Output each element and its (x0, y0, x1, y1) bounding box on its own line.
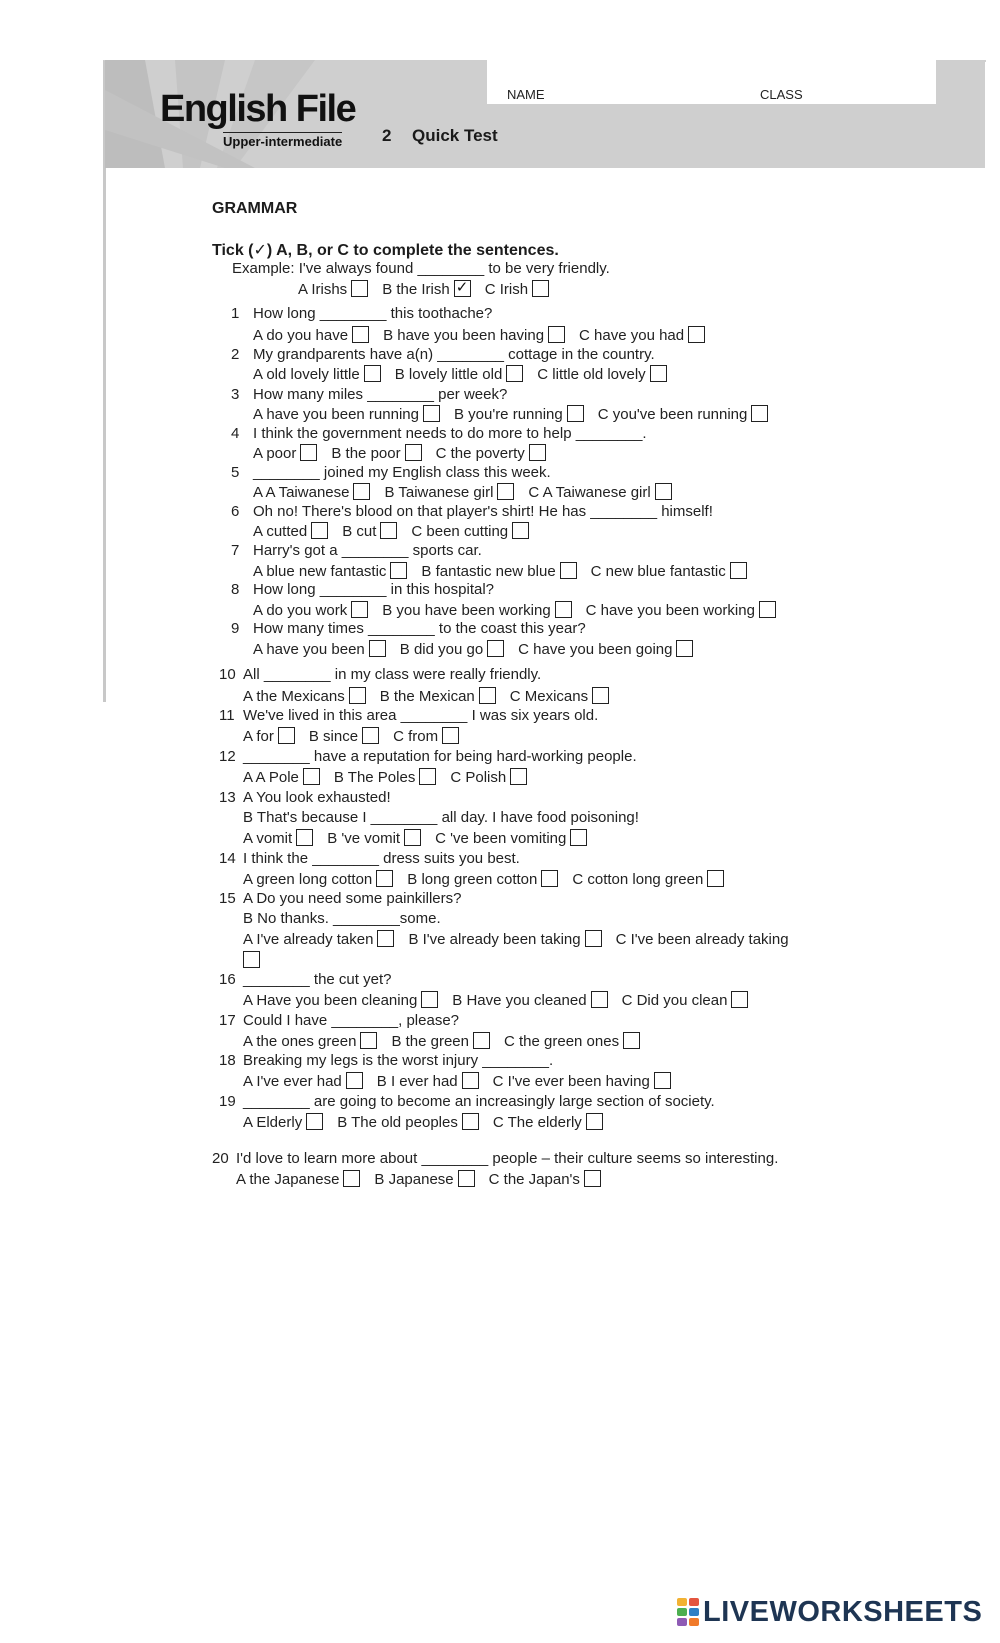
option-label: C new blue fantastic (590, 563, 726, 580)
question-line (231, 581, 494, 598)
option-label: C Polish (450, 769, 507, 786)
option-label: C you've been running (597, 406, 748, 423)
question-line (243, 809, 639, 826)
question-line (219, 707, 598, 724)
option-label: C Irish (484, 281, 529, 298)
answer-option (253, 483, 370, 501)
answer-option (243, 870, 393, 888)
question-line (243, 829, 601, 847)
answer-option (253, 405, 440, 423)
question-text: I think the government needs to do more to help ________. (253, 425, 647, 442)
option-label: B since (308, 728, 359, 745)
option-label: B Have you cleaned (452, 992, 587, 1009)
instruction: Tick (✓) A, B, or C to complete the sentences. (212, 242, 559, 259)
answer-option (493, 1072, 671, 1090)
option-label: A the Japanese (236, 1171, 340, 1188)
question-line (232, 260, 610, 277)
answer-checkbox[interactable] (243, 951, 260, 968)
question-line (243, 1072, 685, 1090)
answer-option (622, 991, 749, 1009)
answer-checkbox[interactable] (506, 365, 523, 382)
question-line (219, 1052, 553, 1069)
option-label: A the Mexicans (243, 688, 345, 705)
option-label: A A Pole (243, 769, 299, 786)
option-label: A blue new fantastic (253, 563, 387, 580)
option-label: A Irishs (298, 281, 348, 298)
question-number: 3 (231, 386, 240, 403)
question-number: 16 (219, 971, 236, 988)
option-label: C A Taiwanese girl (528, 484, 651, 501)
option-label: C have you been going (518, 641, 673, 658)
question-number: 14 (219, 850, 236, 867)
option-label: C been cutting (411, 523, 509, 540)
question-line (243, 910, 441, 927)
answer-option (327, 829, 421, 847)
answer-checkbox[interactable] (730, 562, 747, 579)
question-text: All ________ in my class were really friendly. (243, 666, 542, 683)
class-label: CLASS (760, 87, 803, 102)
option-label: A the ones green (243, 1033, 357, 1050)
question-line (298, 280, 563, 298)
answer-option (411, 522, 529, 540)
option-label: B the Irish (382, 281, 450, 298)
question-number: 19 (219, 1093, 236, 1110)
question-line (243, 1113, 617, 1131)
question-line (253, 640, 707, 658)
question-line (219, 850, 520, 867)
answer-checkbox[interactable] (759, 601, 776, 618)
answer-option (342, 522, 397, 540)
option-label: B The Poles (333, 769, 416, 786)
question-text: B That's because I ________ all day. I have food poisoning! (243, 809, 639, 826)
question-line (253, 522, 543, 540)
answer-checkbox[interactable] (349, 687, 366, 704)
answer-checkbox[interactable] (353, 483, 370, 500)
option-label: C have you had (579, 327, 685, 344)
option-label: A do you have (253, 327, 349, 344)
option-label: A old lovely little (253, 366, 360, 383)
answer-option (528, 483, 671, 501)
question-number: 18 (219, 1052, 236, 1069)
answer-checkbox[interactable] (512, 522, 529, 539)
answer-checkbox[interactable] (541, 870, 558, 887)
question-text: ________ are going to become an increasingly large section of society. (243, 1093, 715, 1110)
option-label: C from (393, 728, 439, 745)
option-label: A for (243, 728, 274, 745)
answer-option (374, 1170, 474, 1188)
question-text: ________ the cut yet? (243, 971, 392, 988)
option-label: B you're running (453, 406, 563, 423)
answer-checkbox[interactable] (731, 991, 748, 1008)
test-title: Quick Test (412, 126, 498, 145)
question-line (236, 1170, 615, 1188)
question-line (231, 386, 507, 403)
question-text: I'd love to learn more about ________ people – their culture seems so interesting. (236, 1150, 779, 1167)
option-label: B I've already been taking (408, 931, 581, 948)
answer-checkbox[interactable] (567, 405, 584, 422)
option-label: A have you been (253, 641, 365, 658)
question-line (219, 666, 541, 683)
question-line (219, 789, 391, 806)
question-text: How many miles ________ per week? (253, 386, 508, 403)
answer-option (485, 280, 549, 298)
answer-option (253, 640, 386, 658)
answer-option (579, 326, 705, 344)
answer-checkbox[interactable] (462, 1113, 479, 1130)
answer-option (504, 1032, 640, 1050)
question-line (243, 1032, 654, 1050)
answer-option (253, 365, 381, 383)
answer-checkbox[interactable] (351, 280, 368, 297)
answer-option (243, 1032, 377, 1050)
question-number: 5 (231, 464, 240, 481)
answer-option (337, 1113, 479, 1131)
question-text: ________ joined my English class this week. (253, 464, 551, 481)
question-text: How long ________ this toothache? (253, 305, 493, 322)
answer-checkbox[interactable] (510, 768, 527, 785)
answer-option (334, 768, 436, 786)
test-number: 2 (382, 126, 392, 145)
answer-option (537, 365, 666, 383)
section-title: GRAMMAR (212, 200, 298, 217)
answer-checkbox[interactable] (311, 522, 328, 539)
option-label: C the poverty (435, 445, 525, 462)
worksheet-header (105, 60, 985, 168)
option-label: C cotton long green (572, 871, 704, 888)
option-label: C I've ever been having (492, 1073, 650, 1090)
question-line (231, 620, 586, 637)
question-text: How long ________ in this hospital? (253, 581, 495, 598)
question-line (219, 971, 391, 988)
option-label: A do you work (253, 602, 348, 619)
question-text: I think the ________ dress suits you best. (243, 850, 520, 867)
answer-checkbox[interactable] (529, 444, 546, 461)
answer-option (493, 1113, 603, 1131)
question-number: 7 (231, 542, 240, 559)
option-label: B Taiwanese girl (384, 484, 494, 501)
answer-option (243, 687, 366, 705)
answer-option (421, 562, 576, 580)
option-label: B Japanese (374, 1171, 454, 1188)
option-label: C the green ones (504, 1033, 620, 1050)
question-line (243, 687, 623, 705)
liveworksheets-logo-icon (677, 1598, 699, 1626)
question-number: 4 (231, 425, 240, 442)
answer-checkbox[interactable] (296, 829, 313, 846)
question-line (253, 601, 790, 619)
answer-option (253, 326, 369, 344)
option-label: B The old peoples (337, 1114, 458, 1131)
answer-checkbox[interactable] (584, 1170, 601, 1187)
question-text: How many times ________ to the coast this year? (253, 620, 586, 637)
answer-checkbox[interactable] (442, 727, 459, 744)
answer-checkbox[interactable] (688, 326, 705, 343)
answer-checkbox[interactable] (377, 930, 394, 947)
answer-checkbox[interactable] (351, 601, 368, 618)
answer-option (384, 483, 514, 501)
option-label: A poor (253, 445, 297, 462)
question-number: 17 (219, 1012, 236, 1029)
answer-checkbox[interactable] (458, 1170, 475, 1187)
answer-option (243, 1113, 323, 1131)
question-number: 15 (219, 890, 236, 907)
question-line (243, 951, 260, 969)
answer-checkbox[interactable] (623, 1032, 640, 1049)
answer-option (253, 601, 368, 619)
answer-option (452, 991, 607, 1009)
question-line (231, 503, 713, 520)
answer-checkbox[interactable] (306, 1113, 323, 1130)
option-label: C Mexicans (509, 688, 589, 705)
question-line (219, 748, 637, 765)
answer-checkbox[interactable] (346, 1072, 363, 1089)
answer-checkbox[interactable] (352, 326, 369, 343)
question-number: 8 (231, 581, 240, 598)
option-label: B long green cotton (407, 871, 538, 888)
answer-option (253, 562, 407, 580)
option-label: C Did you clean (621, 992, 728, 1009)
answer-option (393, 727, 459, 745)
answer-checkbox[interactable] (592, 687, 609, 704)
answer-option (309, 727, 379, 745)
answer-checkbox[interactable] (586, 1113, 603, 1130)
option-label: C little old lovely (537, 366, 646, 383)
option-label: A Have you been cleaning (243, 992, 418, 1009)
question-text: ________ have a reputation for being hard-working people. (243, 748, 637, 765)
question-line (219, 1012, 459, 1029)
answer-option (331, 444, 421, 462)
option-label: B cut (342, 523, 377, 540)
question-line (212, 1150, 778, 1167)
answer-checkbox[interactable] (278, 727, 295, 744)
answer-option (598, 405, 769, 423)
question-line (243, 870, 738, 888)
option-label: B you have been working (382, 602, 551, 619)
option-label: A I've ever had (243, 1073, 342, 1090)
question-line (243, 727, 473, 745)
answer-checkbox[interactable] (548, 326, 565, 343)
answer-option (435, 829, 587, 847)
option-label: B 've vomit (327, 830, 401, 847)
name-class-box (487, 60, 936, 104)
answer-checkbox[interactable] (532, 280, 549, 297)
answer-option (382, 280, 471, 298)
answer-option (380, 687, 496, 705)
answer-checkbox[interactable] (419, 768, 436, 785)
answer-option (591, 562, 747, 580)
answer-option (253, 522, 328, 540)
answer-option (243, 991, 438, 1009)
answer-option (236, 1170, 360, 1188)
answer-checkbox[interactable] (362, 727, 379, 744)
answer-checkbox[interactable] (487, 640, 504, 657)
answer-option (253, 444, 317, 462)
option-label: A green long cotton (243, 871, 373, 888)
question-number: 12 (219, 748, 236, 765)
answer-option (382, 601, 571, 619)
option-label: A Elderly (243, 1114, 303, 1131)
answer-option (616, 931, 789, 948)
question-text: Harry's got a ________ sports car. (253, 542, 482, 559)
question-text: A Do you need some painkillers? (243, 890, 462, 907)
answer-checkbox[interactable] (707, 870, 724, 887)
question-number: 20 (212, 1150, 229, 1167)
answer-option (408, 930, 601, 948)
answer-checkbox[interactable] (462, 1072, 479, 1089)
question-number: 1 (231, 305, 240, 322)
answer-option (298, 280, 368, 298)
question-number: 2 (231, 346, 240, 363)
answer-option (518, 640, 693, 658)
answer-checkbox[interactable] (405, 444, 422, 461)
option-label: A have you been running (253, 406, 419, 423)
question-line (219, 890, 461, 907)
option-label: C 've been vomiting (435, 830, 567, 847)
question-line (231, 542, 482, 559)
answer-option (436, 444, 546, 462)
question-line (231, 464, 551, 481)
question-number: 9 (231, 620, 240, 637)
answer-checkbox[interactable] (560, 562, 577, 579)
answer-checkbox[interactable] (751, 405, 768, 422)
answer-checkbox[interactable] (585, 930, 602, 947)
answer-checkbox[interactable] (360, 1032, 377, 1049)
answer-option (383, 326, 565, 344)
question-text: We've lived in this area ________ I was six years old. (243, 707, 599, 724)
answer-checkbox[interactable] (421, 991, 438, 1008)
answer-checkbox[interactable] (654, 1072, 671, 1089)
answer-option (243, 930, 394, 948)
answer-option (489, 1170, 601, 1188)
answer-checkbox[interactable] (303, 768, 320, 785)
answer-option (243, 768, 320, 786)
question-line (253, 405, 782, 423)
answer-option (400, 640, 504, 658)
question-line (231, 425, 647, 442)
option-label: A A Taiwanese (253, 484, 350, 501)
answer-checkbox[interactable] (390, 562, 407, 579)
example-prompt: Example: I've always found ________ to be very friendly. (232, 260, 610, 277)
answer-checkbox[interactable] (655, 483, 672, 500)
option-label: B fantastic new blue (421, 563, 556, 580)
option-label: B lovely little old (394, 366, 503, 383)
question-line (253, 562, 761, 580)
question-line (243, 991, 762, 1009)
answer-checkbox[interactable] (376, 870, 393, 887)
question-text: A You look exhausted! (243, 789, 391, 806)
brand-level: Upper-intermediate (223, 134, 343, 149)
brand-title: English File (160, 88, 356, 130)
option-label: C The elderly (492, 1114, 582, 1131)
answer-checkbox[interactable] (650, 365, 667, 382)
question-line (231, 305, 492, 322)
question-text: Oh no! There's blood on that player's shirt! He has ________ himself! (253, 503, 713, 520)
question-line (231, 346, 655, 363)
answer-option (510, 687, 609, 705)
answer-option (407, 870, 558, 888)
answer-option (243, 727, 295, 745)
answer-option (586, 601, 776, 619)
answer-option (450, 768, 527, 786)
question-text: My grandparents have a(n) ________ cottage in the country. (253, 346, 655, 363)
question-line (253, 483, 686, 501)
question-text: Breaking my legs is the worst injury ________. (243, 1052, 554, 1069)
question-text: Could I have ________, please? (243, 1012, 460, 1029)
answer-checkbox[interactable] (404, 829, 421, 846)
option-label: A I've already taken (243, 931, 374, 948)
option-label: A vomit (243, 830, 293, 847)
question-number: 6 (231, 503, 240, 520)
answer-checkbox[interactable] (364, 365, 381, 382)
name-label: NAME (507, 87, 545, 102)
option-label: C have you been working (585, 602, 755, 619)
answer-checkbox[interactable] (570, 829, 587, 846)
answer-checkbox[interactable] (479, 687, 496, 704)
option-label: B the Mexican (379, 688, 475, 705)
answer-checkbox[interactable] (473, 1032, 490, 1049)
question-number: 10 (219, 666, 236, 683)
answer-checkbox[interactable] (300, 444, 317, 461)
question-line (253, 326, 719, 344)
answer-checkbox[interactable] (454, 280, 471, 297)
answer-option (454, 405, 584, 423)
question-number: 13 (219, 789, 236, 806)
option-label: C I've been already taking (615, 931, 789, 948)
answer-checkbox[interactable] (380, 522, 397, 539)
answer-checkbox[interactable] (497, 483, 514, 500)
answer-checkbox[interactable] (369, 640, 386, 657)
option-label: A cutted (253, 523, 308, 540)
answer-option (377, 1072, 479, 1090)
answer-option (243, 829, 313, 847)
answer-checkbox[interactable] (423, 405, 440, 422)
question-number: 11 (219, 707, 235, 724)
watermark-text: LIVEWORKSHEETS (703, 1595, 983, 1628)
question-line (243, 768, 541, 786)
answer-option (395, 365, 524, 383)
answer-checkbox[interactable] (555, 601, 572, 618)
answer-checkbox[interactable] (676, 640, 693, 657)
option-label: C the Japan's (488, 1171, 580, 1188)
option-label: B the poor (331, 445, 401, 462)
answer-checkbox[interactable] (591, 991, 608, 1008)
answer-option (572, 870, 724, 888)
question-line (243, 930, 803, 948)
question-line (253, 444, 560, 462)
option-label: B the green (391, 1033, 469, 1050)
answer-option (243, 1072, 363, 1090)
liveworksheets-watermark (677, 1595, 982, 1629)
answer-option (391, 1032, 490, 1050)
option-label: B did you go (399, 641, 484, 658)
question-text: B No thanks. ________some. (243, 910, 441, 927)
question-line (219, 1093, 715, 1110)
question-line (253, 365, 681, 383)
option-label: B I ever had (376, 1073, 458, 1090)
answer-checkbox[interactable] (343, 1170, 360, 1187)
option-label: B have you been having (383, 327, 545, 344)
